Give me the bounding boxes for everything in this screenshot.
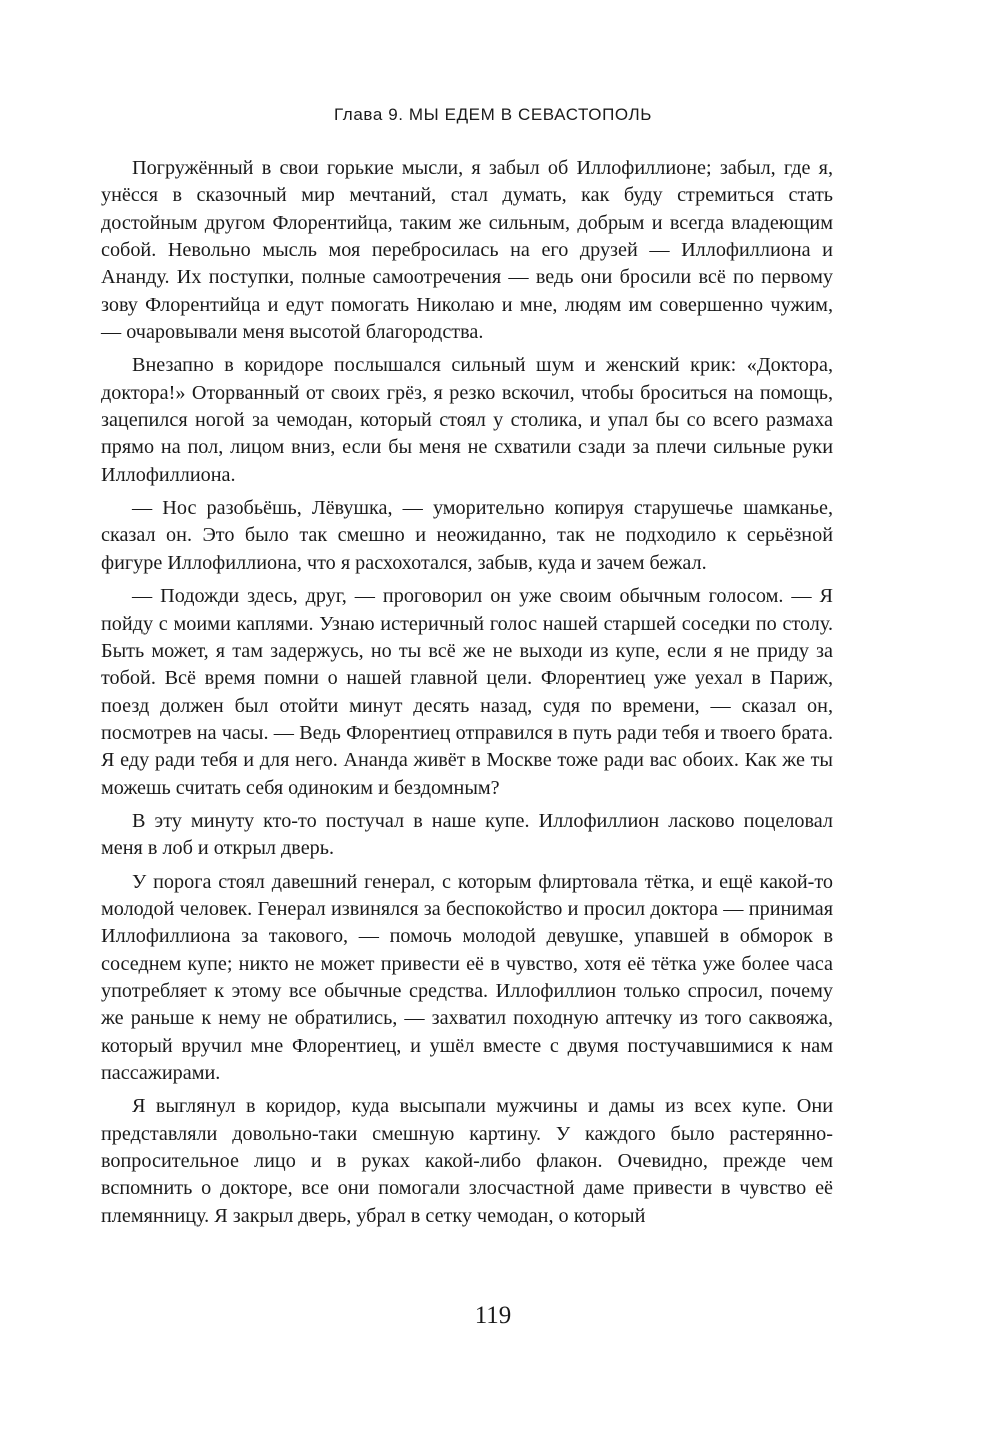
body-text — [101, 155, 833, 1230]
paragraph: Погружённый в свои горькие мысли, я забыл об Иллофиллионе; забыл, где я, унёсся в сказочный мир мечтаний, стал думать, как буду стремиться стать достойным другом Флорентийца, таким же сильным, добрым и всегда владеющим собой. Невольно мысль моя перебросилась на его друзей — Иллофиллиона и Ананду. Их поступки, полные самоотречения — ведь они бросили всё по первому зову Флорентийца и едут помогать Николаю и мне, людям им совершенно чужим, — очаровывали меня высотой благородства. — [101, 157, 833, 344]
paragraph: У порога стоял давешний генерал, с которым флиртовала тётка, и ещё какой-то молодой человек. Генерал извинялся за беспокойство и просил доктора — принимая Иллофиллиона за такового, — помочь молодой девушке, упавшей в обморок в соседнем купе; никто не может привести её в чувство, хотя её тётка уже более часа употребляет к этому все обычные средства. Иллофиллион только спросил, почему же раньше к нему не обратились, — захватил походную аптечку из того саквояжа, который вручил мне Флорентиец, и ушёл вместе с двумя постучавшимися к нам пассажирами. — [101, 870, 833, 1084]
paragraph: Внезапно в коридоре послышался сильный шум и женский крик: «Доктора, доктора!» Оторванный от своих грёз, я резко вскочил, чтобы броситься на помощь, зацепился ногой за чемодан, который стоял у столика, и упал бы со всего размаха прямо на пол, лицом вниз, если бы меня не схватили сзади за плечи сильные руки Иллофиллиона. — [101, 354, 833, 486]
page-number: 119 — [474, 1302, 512, 1329]
paragraph: — Подожди здесь, друг, — проговорил он уже своим обычным голосом. — Я пойду с моими каплями. Узнаю истеричный голос нашей старшей соседки по столу. Быть может, я там задержусь, но ты всё же не выходи из купе, если я не приду за тобой. Всё время помни о нашей главной цели. Флорентиец уже уехал в Париж, поезд должен был отойти минут десять назад, судя по времени, — сказал он, посмотрев на часы. — Ведь Флорентиец отправился в путь ради тебя и твоего брата. Я еду ради тебя и для него. Ананда живёт в Москве тоже ради вас обоих. Как же ты можешь считать себя одиноким и бездомным? — [101, 585, 833, 799]
paragraph: В эту минуту кто-то постучал в наше купе. Иллофиллион ласково поцеловал меня в лоб и открыл дверь. — [101, 809, 833, 860]
paragraph: — Нос разобьёшь, Лёвушка, — уморительно копируя старушечье шамканье, сказал он. Это было так смешно и неожиданно, так не подходило к серьёзной фигуре Иллофиллиона, что я расхохотался, забыв, куда и зачем бежал. — [101, 497, 833, 574]
paragraph: Я выглянул в коридор, куда высыпали мужчины и дамы из всех купе. Они представляли довольно-таки смешную картину. У каждого было растерянно-вопросительное лицо и в руках какой-либо флакон. Очевидно, прежде чем вспомнить о докторе, все они помогали злосчастной даме привести в чувство её племянницу. Я закрыл дверь, убрал в сетку чемодан, о который — [101, 1095, 833, 1227]
running-head: Глава 9. МЫ ЕДЕМ В СЕВАСТОПОЛЬ — [333, 105, 653, 124]
